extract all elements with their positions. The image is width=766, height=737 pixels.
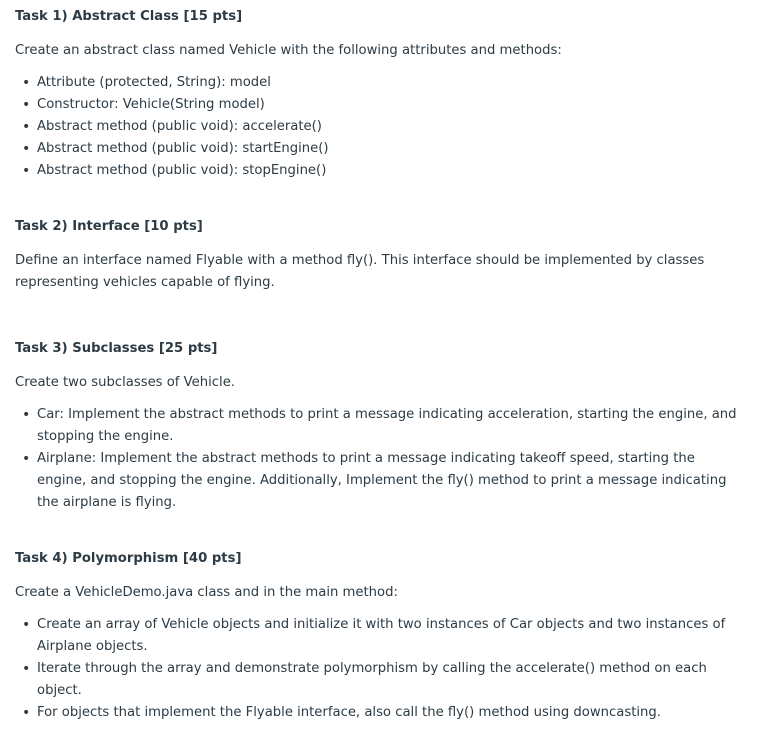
task-3-list (15, 404, 746, 514)
task-1-description: Create an abstract class named Vehicle with the following attributes and methods: (15, 43, 562, 58)
list-item: • Attribute (protected, String): model (37, 72, 746, 94)
list-item: • Abstract method (public void): startEngine() (37, 138, 746, 160)
section-spacer (15, 182, 746, 216)
task-2-description: Define an interface named Flyable with a method fly(). This interface should be implemented by classes representing vehicles capable of flying. (15, 253, 705, 290)
list-item: • Airplane: Implement the abstract methods to print a message indicating takeoff speed, starting the engine, and stopping the engine. Additionally, Implement the fly() method to print a message indicating the airplane is flying. (37, 448, 746, 514)
task-4-title: Task 4) Polymorphism [40 pts] (15, 551, 242, 566)
task-4-section (15, 548, 746, 724)
task-1-title: Task 1) Abstract Class [15 pts] (15, 9, 243, 24)
task-2-title: Task 2) Interface [10 pts] (15, 219, 203, 234)
list-item: • For objects that implement the Flyable interface, also call the fly() method using downcasting. (37, 702, 746, 724)
task-2-section (15, 216, 746, 294)
section-spacer (15, 304, 746, 338)
task-4-description: Create a VehicleDemo.java class and in the main method: (15, 585, 398, 600)
task-3-description: Create two subclasses of Vehicle. (15, 375, 235, 390)
list-item: • Create an array of Vehicle objects and initialize it with two instances of Car objects and two instances of Airplane objects. (37, 614, 746, 658)
task-4-list (15, 614, 746, 724)
list-item: • Abstract method (public void): accelerate() (37, 116, 746, 138)
section-spacer (15, 514, 746, 548)
task-3-title: Task 3) Subclasses [25 pts] (15, 341, 218, 356)
list-item: • Car: Implement the abstract methods to print a message indicating acceleration, starting the engine, and stopping the engine. (37, 404, 746, 448)
task-1-list (15, 72, 746, 182)
list-item: • Constructor: Vehicle(String model) (37, 94, 746, 116)
list-item: • Abstract method (public void): stopEngine() (37, 160, 746, 182)
task-3-section (15, 338, 746, 514)
task-1-section (15, 6, 746, 182)
list-item: • Iterate through the array and demonstrate polymorphism by calling the accelerate() method on each object. (37, 658, 746, 702)
